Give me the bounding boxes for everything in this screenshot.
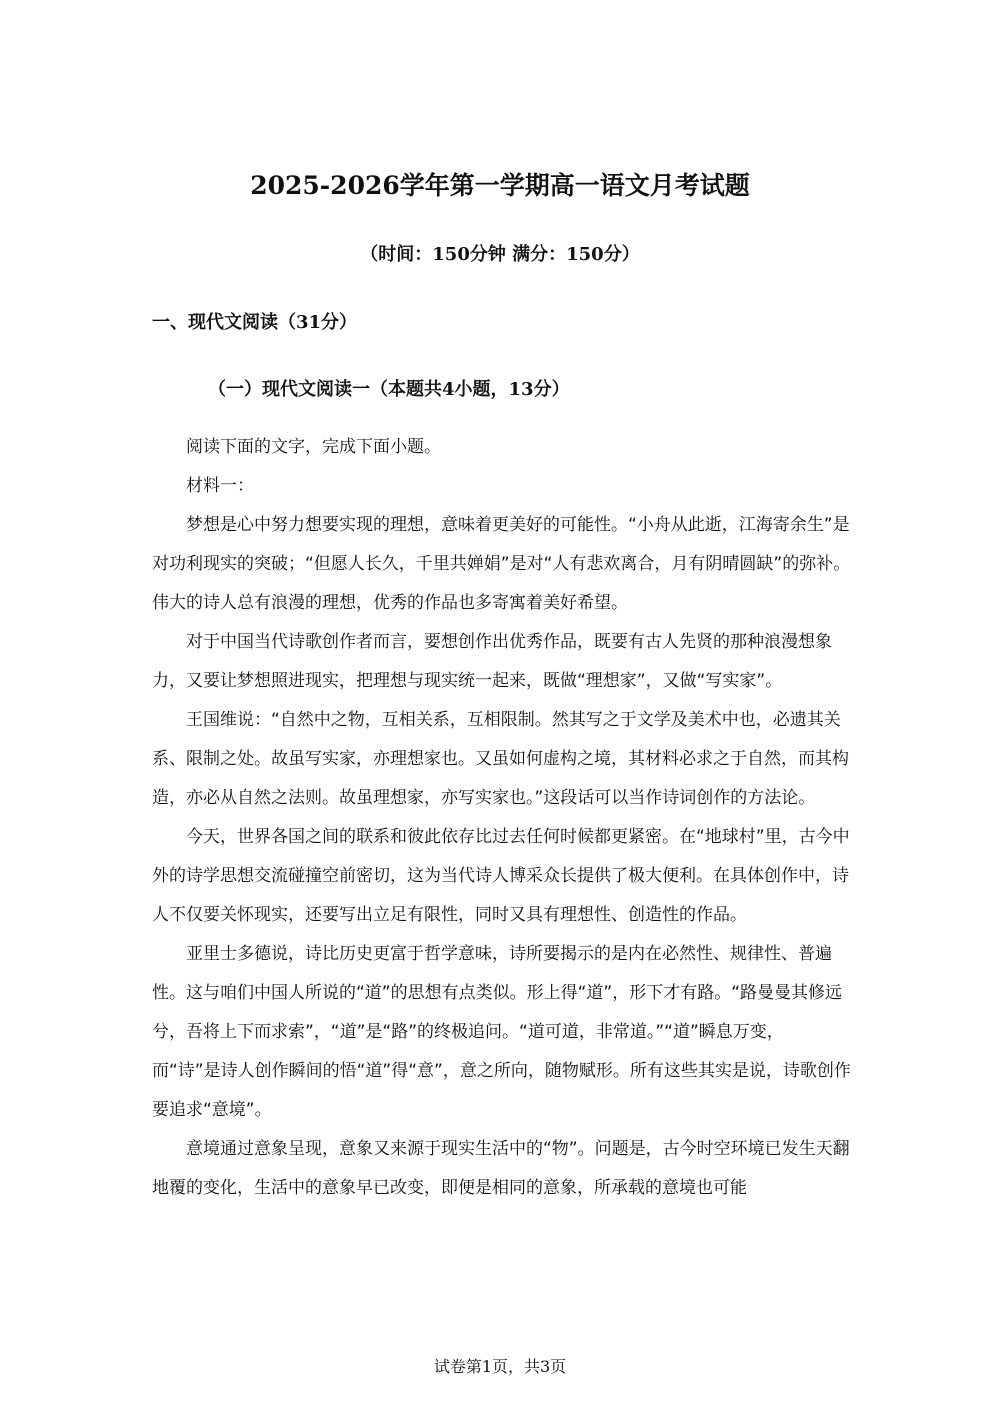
- subsection-heading: （一）现代文阅读一（本题共4小题，13分）: [208, 379, 570, 400]
- passage-paragraph: 今天，世界各国之间的联系和彼此依存比过去任何时候都更紧密。在“地球村”里，古今中外的诗学思想交流碰撞空前密切，这为当代诗人博采众长提供了极大便利。在具体创作中，诗人不仅要关怀现实，还要写出立足有限性，同时又具有理想性、创造性的作品。: [152, 827, 850, 925]
- passage-paragraph: 对于中国当代诗歌创作者而言，要想创作出优秀作品，既要有古人先贤的那种浪漫想象力，又要让梦想照进现实，把理想与现实统一起来，既做“理想家”，又做“写实家”。: [152, 632, 832, 691]
- passage-paragraph: 王国维说：“自然中之物，互相关系，互相限制。然其写之于文学及美术中也，必遗其关系、限制之处。故虽写实家，亦理想家也。又虽如何虚构之境，其材料必求之于自然，而其构造，亦必从自然之法则。故虽理想家，亦写实家也。”这段话可以当作诗词创作的方法论。: [152, 710, 849, 808]
- page-number-footer: 试卷第1页，共3页: [433, 1357, 567, 1376]
- passage-paragraph: 梦想是心中努力想要实现的理想，意味着更美好的可能性。“小舟从此逝，江海寄余生”是对功利现实的突破；“但愿人长久，千里共婵娟”是对“人有悲欢离合，月有阴晴圆缺”的弥补。伟大的诗人总有浪漫的理想，优秀的作品也多寄寓着美好希望。: [152, 515, 851, 613]
- instruction-paragraph: 阅读下面的文字，完成下面小题。: [186, 437, 441, 457]
- passage-paragraph: 意境通过意象呈现，意象又来源于现实生活中的“物”。问题是，古今时空环境已发生天翻地覆的变化，生活中的意象早已改变，即便是相同的意象，所承载的意境也可能: [152, 1139, 850, 1198]
- exam-time-and-score: （时间：150分钟 满分：150分）: [360, 244, 640, 265]
- material-label: 材料一：: [186, 476, 254, 496]
- reading-passage: [152, 428, 852, 1208]
- section-heading: 一、现代文阅读（31分）: [152, 312, 358, 333]
- exam-title: 2025-2026学年第一学期高一语文月考试题: [250, 171, 750, 200]
- passage-paragraph: 亚里士多德说，诗比历史更富于哲学意味，诗所要揭示的是内在必然性、规律性、普遍性。这与咱们中国人所说的“道”的思想有点类似。形上得“道”，形下才有路。“路曼曼其修远兮，吾将上下而求索”，“道”是“路”的终极追问。“道可道，非常道。”“道”瞬息万变，而“诗”是诗人创作瞬间的悟“道”得“意”，意之所向，随物赋形。所有这些其实是说，诗歌创作要追求“意境”。: [152, 944, 851, 1120]
